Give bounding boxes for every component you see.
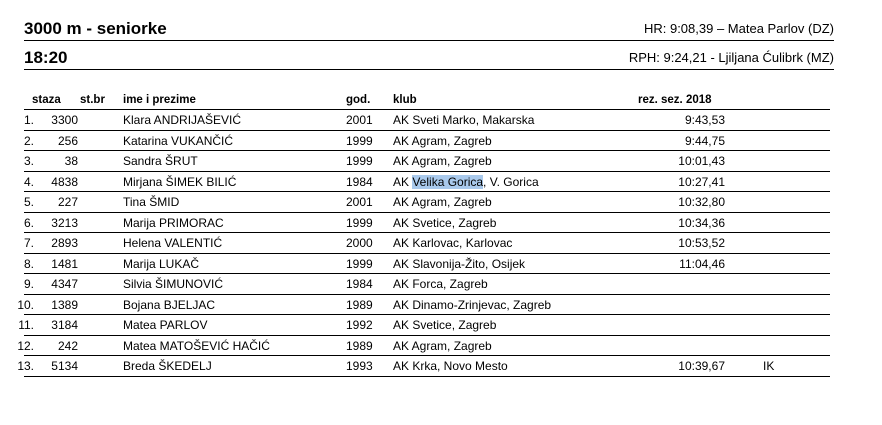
name-cell: Matea PARLOV (123, 318, 208, 332)
name-cell: Marija LUKAČ (123, 256, 200, 271)
table-row (24, 151, 830, 172)
header-line-2 (24, 46, 834, 68)
table-row (17, 295, 830, 316)
year-cell: 1999 (346, 154, 373, 168)
rank-cell: 10. (17, 297, 34, 312)
col-header-result: rez. sez. 2018 (638, 94, 712, 106)
table-row (24, 213, 830, 234)
year-cell: 2001 (346, 113, 373, 127)
club-cell: AK Sveti Marko, Makarska (393, 113, 535, 127)
event-time: 18:20 (24, 48, 68, 67)
year-cell: 1999 (346, 133, 373, 148)
year-cell: 1989 (346, 338, 373, 353)
rank-cell: 9. (23, 277, 34, 291)
result-cell: 10:39,67 (678, 359, 725, 373)
year-cell: 2000 (346, 236, 373, 250)
result-cell: 10:53,52 (678, 236, 725, 250)
event-title: 3000 m - seniorke (24, 19, 167, 38)
bib-cell: 2893 (51, 236, 78, 250)
rank-cell: 1. (23, 113, 34, 127)
year-cell: 1999 (346, 215, 373, 230)
club-cell: AK Agram, Zagreb (393, 195, 492, 209)
name-cell: Marija PRIMORAC (123, 215, 224, 230)
name-cell: Helena VALENTIĆ (123, 236, 223, 250)
header-line-1 (24, 17, 834, 39)
results-table (0, 110, 882, 377)
bib-cell: 5134 (51, 359, 78, 373)
club-cell: AK Agram, Zagreb (393, 133, 492, 148)
bib-cell: 256 (57, 133, 78, 148)
result-cell: 10:32,80 (678, 195, 725, 209)
year-cell: 1993 (346, 359, 373, 373)
result-cell: 9:43,53 (684, 113, 725, 127)
club-suffix: , V. Gorica (483, 174, 539, 189)
bib-cell: 242 (57, 338, 78, 353)
table-row (24, 254, 830, 275)
table-row (24, 192, 830, 213)
table-row (17, 356, 830, 377)
bib-cell: 3300 (51, 113, 78, 127)
table-row (24, 274, 830, 295)
rank-cell: 5. (23, 195, 34, 209)
name-cell: Katarina VUKANČIĆ (123, 133, 234, 148)
bib-cell: 1389 (51, 297, 78, 312)
rank-cell: 11. (18, 318, 34, 332)
club-prefix: AK (393, 174, 413, 189)
club-cell: AK Krka, Novo Mesto (393, 359, 508, 373)
selected-text-highlight[interactable]: Velika Gorica (412, 174, 484, 189)
club-cell: AK Forca, Zagreb (393, 277, 488, 291)
name-cell: Klara ANDRIJAŠEVIĆ (123, 113, 242, 127)
result-cell: 9:44,75 (684, 133, 725, 148)
year-cell: 1984 (346, 174, 373, 189)
year-cell: 1989 (346, 297, 373, 312)
club-cell: AK Dinamo-Zrinjevac, Zagreb (393, 297, 552, 312)
bib-cell: 227 (57, 195, 78, 209)
bib-cell: 4838 (51, 174, 78, 189)
club-cell: AK Karlovac, Karlovac (393, 236, 513, 250)
col-header-year: god. (346, 94, 371, 106)
bib-cell: 3184 (51, 318, 78, 332)
name-cell: Bojana BJELJAC (123, 297, 216, 312)
rank-cell: 8. (23, 256, 34, 271)
rank-cell: 7. (23, 236, 34, 250)
year-cell: 1984 (346, 277, 373, 291)
bib-cell: 38 (64, 154, 78, 168)
name-cell: Breda ŠKEDELJ (123, 359, 212, 373)
table-row (24, 131, 830, 152)
table-row (18, 315, 830, 336)
rank-cell: 13. (17, 359, 34, 373)
rank-cell: 3. (23, 154, 34, 168)
rank-cell: 6. (23, 215, 34, 230)
divider (24, 40, 834, 41)
rank-cell: 12. (17, 338, 34, 353)
result-cell: 10:34,36 (678, 215, 725, 230)
rank-cell: 2. (23, 133, 34, 148)
rank-cell: 4. (23, 174, 34, 189)
year-cell: 1992 (346, 318, 373, 332)
name-cell: Matea MATOŠEVIĆ HAČIĆ (123, 338, 270, 353)
result-cell: 10:01,43 (678, 154, 725, 168)
club-cell: AK Agram, Zagreb (393, 338, 492, 353)
name-cell: Tina ŠMID (123, 195, 180, 209)
table-row (24, 233, 830, 254)
national-record: HR: 9:08,39 – Matea Parlov (DZ) (643, 21, 834, 36)
result-cell: 10:27,41 (678, 174, 725, 189)
table-row (24, 172, 830, 193)
club-cell: AK Svetice, Zagreb (393, 318, 497, 332)
col-header-bib: st.br (80, 94, 105, 106)
table-header (0, 94, 882, 108)
year-cell: 1999 (346, 256, 373, 271)
club-cell (393, 175, 539, 189)
col-header-club: klub (393, 94, 417, 106)
col-header-name: ime i prezime (123, 94, 196, 106)
name-cell: Mirjana ŠIMEK BILIĆ (123, 174, 237, 189)
club-cell: AK Slavonija-Žito, Osijek (393, 256, 526, 271)
club-cell: AK Svetice, Zagreb (393, 215, 497, 230)
divider (24, 69, 834, 70)
table-row (17, 336, 830, 357)
year-cell: 2001 (346, 195, 373, 209)
club-cell: AK Agram, Zagreb (393, 154, 492, 168)
championship-record: RPH: 9:24,21 - Ljiljana Ćulibrk (MZ) (628, 50, 834, 65)
result-cell: 11:04,46 (679, 256, 725, 271)
table-row (24, 110, 830, 131)
name-cell: Sandra ŠRUT (123, 154, 198, 168)
bib-cell: 3213 (51, 215, 78, 230)
name-cell: Silvia ŠIMUNOVIĆ (123, 277, 224, 291)
note-cell: IK (763, 359, 775, 373)
bib-cell: 1481 (51, 256, 78, 271)
col-header-rank: staza (32, 94, 61, 106)
bib-cell: 4347 (51, 277, 78, 291)
